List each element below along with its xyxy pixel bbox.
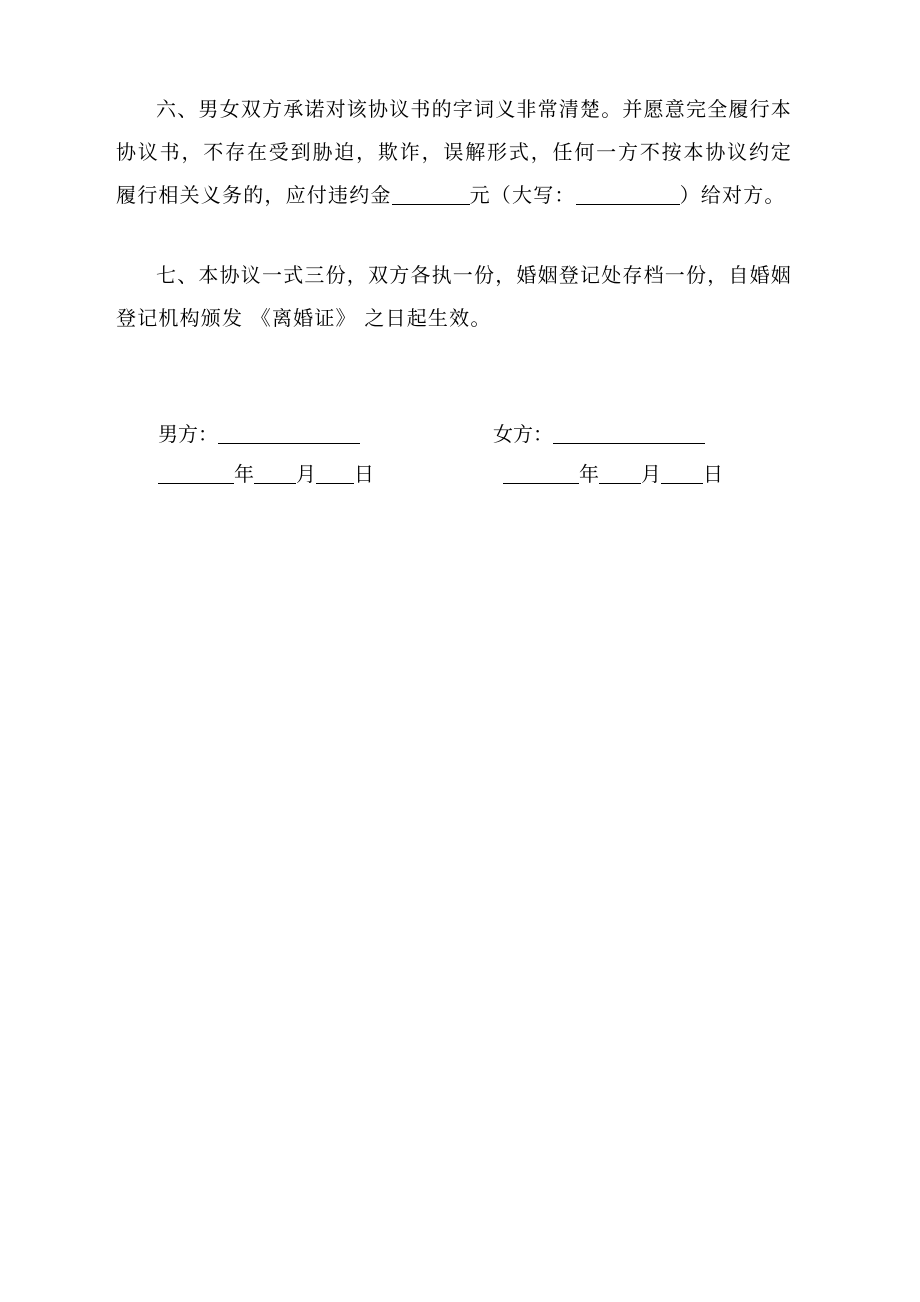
male-month-blank: [254, 463, 296, 484]
female-day-blank: [661, 463, 703, 484]
male-signature: [158, 419, 360, 449]
male-day-blank: [316, 463, 354, 484]
male-date: [158, 459, 374, 489]
clause-six-text-3: ）给对方。: [679, 183, 786, 207]
clause-six-text-2: 元（大写：: [469, 183, 576, 207]
female-signature: [493, 419, 705, 449]
male-month-label: 月: [296, 462, 316, 486]
clause-seven: [116, 254, 792, 340]
clause-six-text-1: 六、男女双方承诺对该协议书的字词义非常清楚。并愿意完全履行本协议书，不存在受到胁迫，欺诈，误解形式，任何一方不按本协议约定履行相关义务的，应付违约金: [116, 97, 792, 207]
male-year-label: 年: [234, 462, 254, 486]
penalty-amount-blank: [392, 184, 470, 205]
female-date: [503, 459, 723, 489]
female-day-label: 日: [703, 462, 723, 486]
clause-seven-text: 七、本协议一式三份，双方各执一份，婚姻登记处存档一份，自婚姻登记机构颁发 《离婚证》 之日起生效。: [116, 263, 792, 330]
female-year-blank: [503, 463, 579, 484]
male-name-blank: [218, 423, 360, 444]
male-label: 男方：: [158, 422, 218, 446]
penalty-amount-uppercase-blank: [576, 184, 680, 205]
female-name-blank: [553, 423, 705, 444]
female-month-label: 月: [641, 462, 661, 486]
female-year-label: 年: [579, 462, 599, 486]
female-label: 女方：: [493, 422, 553, 446]
male-year-blank: [158, 463, 234, 484]
male-day-label: 日: [354, 462, 374, 486]
female-month-blank: [599, 463, 641, 484]
clause-six: [116, 88, 792, 217]
